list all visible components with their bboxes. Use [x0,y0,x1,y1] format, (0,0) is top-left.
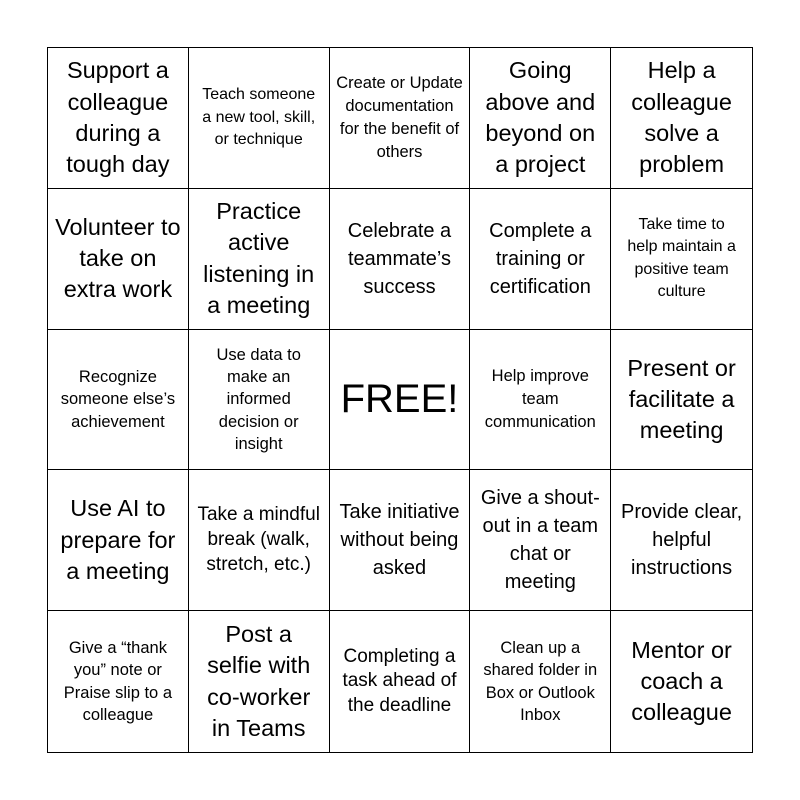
cell-text: Mentor or coach a colleague [631,636,732,726]
bingo-cell-3-2[interactable] [189,330,330,471]
cell-text: Volunteer to take on extra work [55,213,181,303]
cell-text: Celebrate a teammate’s success [347,219,452,298]
cell-text: Post a selfie with co-worker in Teams [207,621,311,741]
cell-text: Create or Update documentation for the benefit of others [336,74,463,161]
bingo-cell-3-5[interactable] [611,330,752,471]
cell-text: Use data to make an informed decision or insight [216,345,301,453]
bingo-cell-5-4[interactable] [470,611,611,752]
cell-text: Support a colleague during a tough day [66,57,170,178]
bingo-cell-2-3[interactable] [330,189,471,330]
bingo-cell-1-5[interactable] [611,48,752,189]
cell-text: Teach someone a new tool, skill, or technique [202,86,316,149]
bingo-cell-2-2[interactable] [189,189,330,330]
bingo-cell-5-3[interactable] [330,611,471,752]
free-space-text: FREE! [340,377,459,422]
cell-text: Take a mindful break (walk, stretch, etc.) [197,504,320,575]
bingo-cell-2-5[interactable] [611,189,752,330]
bingo-cell-free[interactable] [330,330,471,471]
cell-text: Give a “thank you” note or Praise slip to a colleague [63,639,172,724]
cell-text: Complete a training or certification [489,219,592,298]
cell-text: Clean up a shared folder in Box or Outlook Inbox [483,639,598,724]
cell-text: Give a shout-out in a team chat or meeting [480,487,600,594]
bingo-cell-5-2[interactable] [189,611,330,752]
bingo-cell-3-4[interactable] [470,330,611,471]
bingo-cell-2-4[interactable] [470,189,611,330]
bingo-cell-4-4[interactable] [470,470,611,611]
bingo-cell-4-5[interactable] [611,470,752,611]
bingo-cell-4-2[interactable] [189,470,330,611]
cell-text: Use AI to prepare for a meeting [60,495,176,584]
bingo-cell-4-3[interactable] [330,470,471,611]
cell-text: Recognize someone else’s achievement [60,368,176,431]
bingo-cell-3-1[interactable] [48,330,189,471]
bingo-cell-1-3[interactable] [330,48,471,189]
bingo-cell-5-5[interactable] [611,611,752,752]
cell-text: Help improve team communication [484,367,596,431]
cell-text: Take time to help maintain a positive team culture [627,215,736,301]
cell-text: Completing a task ahead of the deadline [342,645,457,716]
cell-text: Practice active listening in a meeting [203,198,315,318]
bingo-cell-1-2[interactable] [189,48,330,189]
bingo-board [47,47,753,753]
cell-text: Going above and beyond on a project [485,57,596,178]
cell-text: Help a colleague solve a problem [631,57,732,178]
bingo-cell-1-1[interactable] [48,48,189,189]
cell-text: Provide clear, helpful instructions [621,501,743,580]
bingo-cell-4-1[interactable] [48,470,189,611]
bingo-cell-2-1[interactable] [48,189,189,330]
cell-text: Present or facilitate a meeting [627,354,736,444]
bingo-cell-1-4[interactable] [470,48,611,189]
cell-text: Take initiative without being asked [339,501,460,580]
bingo-cell-5-1[interactable] [48,611,189,752]
